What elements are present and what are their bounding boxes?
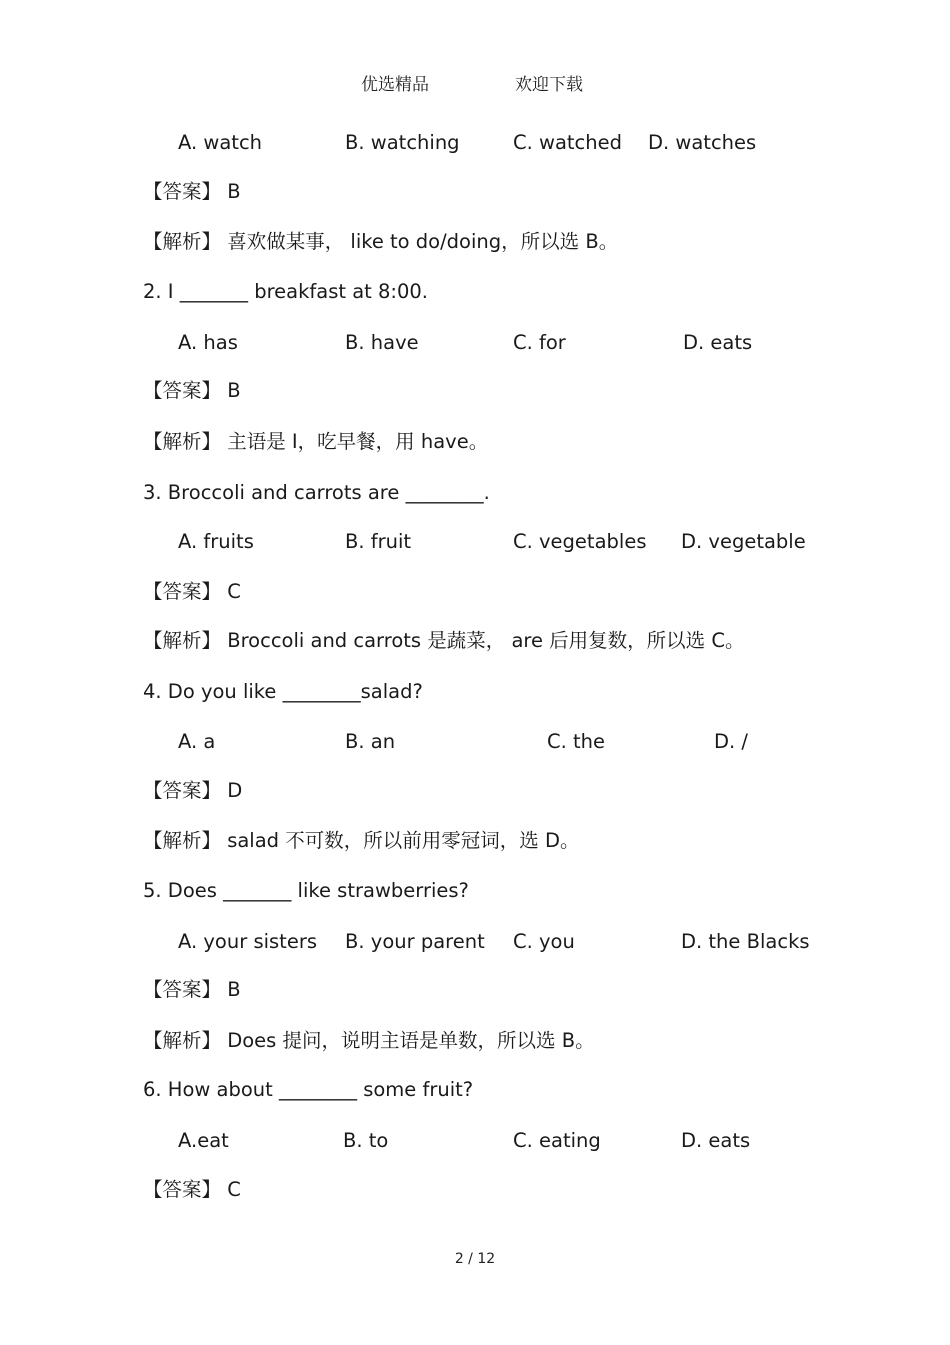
q6-option-d: D. eats <box>681 1129 751 1152</box>
q6-option-a: A.eat <box>178 1129 229 1152</box>
q2-question: 2. I _______ breakfast at 8:00. <box>143 280 429 303</box>
q5-option-a: A. your sisters <box>178 930 317 953</box>
q3-option-d: D. vegetable <box>681 530 806 553</box>
q2-analysis: 【解析】 主语是 I，吃早餐，用 have。 <box>143 430 489 453</box>
q1-analysis: 【解析】 喜欢做某事， like to do/doing，所以选 B。 <box>143 230 619 253</box>
q5-analysis: 【解析】 Does 提问，说明主语是单数，所以选 B。 <box>143 1029 595 1052</box>
q2-option-a: A. has <box>178 331 238 354</box>
q5-option-b: B. your parent <box>345 930 485 953</box>
q2-option-b: B. have <box>345 331 419 354</box>
q5-option-c: C. you <box>513 930 575 953</box>
q4-option-a: A. a <box>178 730 216 753</box>
q4-option-d: D. / <box>714 730 748 753</box>
q6-option-b: B. to <box>343 1129 389 1152</box>
q4-answer: 【答案】 D <box>143 779 243 802</box>
q6-question: 6. How about ________ some fruit? <box>143 1078 474 1101</box>
q1-option-b: B. watching <box>345 131 460 154</box>
q5-answer: 【答案】 B <box>143 978 241 1001</box>
q5-question: 5. Does _______ like strawberries? <box>143 879 469 902</box>
q4-option-b: B. an <box>345 730 396 753</box>
q2-answer: 【答案】 B <box>143 379 241 402</box>
q1-option-c: C. watched <box>513 131 623 154</box>
q5-option-d: D. the Blacks <box>681 930 810 953</box>
q3-option-a: A. fruits <box>178 530 254 553</box>
q2-option-d: D. eats <box>683 331 753 354</box>
q3-question: 3. Broccoli and carrots are ________. <box>143 481 490 504</box>
q2-option-c: C. for <box>513 331 566 354</box>
q1-option-d: D. watches <box>648 131 757 154</box>
q6-answer: 【答案】 C <box>143 1178 241 1201</box>
q4-analysis: 【解析】 salad 不可数，所以前用零冠词，选 D。 <box>143 829 580 852</box>
q1-option-a: A. watch <box>178 131 263 154</box>
q3-option-b: B. fruit <box>345 530 412 553</box>
q6-option-c: C. eating <box>513 1129 601 1152</box>
header-left-text: 优选精品 <box>361 75 429 95</box>
page-number: 2 / 12 <box>454 1251 496 1267</box>
q3-analysis: 【解析】 Broccoli and carrots 是蔬菜， are 后用复数，所以选 C。 <box>143 629 745 652</box>
q4-question: 4. Do you like ________salad? <box>143 680 423 703</box>
q3-option-c: C. vegetables <box>513 530 647 553</box>
header-right-text: 欢迎下载 <box>515 75 583 95</box>
q3-answer: 【答案】 C <box>143 580 241 603</box>
q4-option-c: C. the <box>547 730 606 753</box>
q1-answer: 【答案】 B <box>143 180 241 203</box>
